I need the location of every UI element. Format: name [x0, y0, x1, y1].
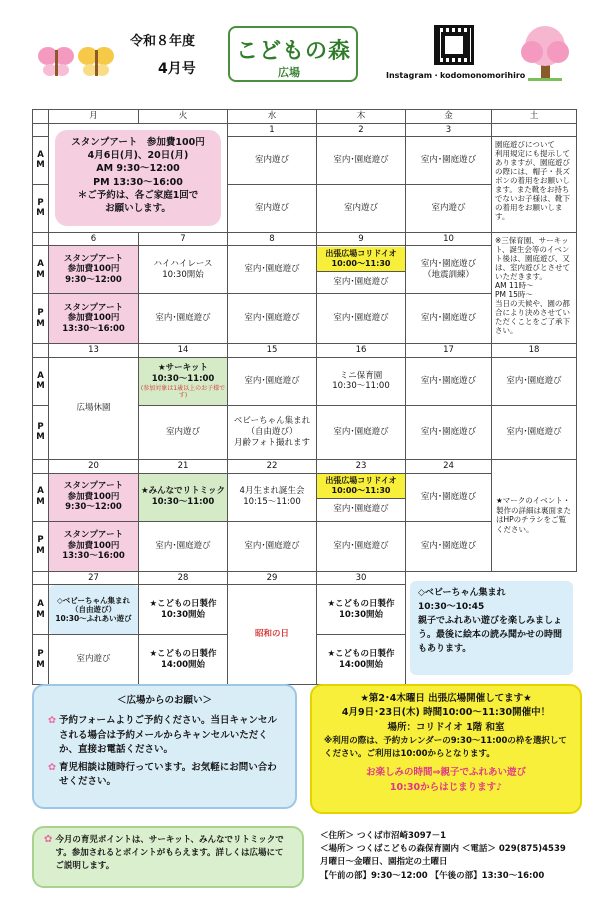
instagram-icon	[441, 32, 467, 58]
event-cell: 室内･園庭遊び	[317, 405, 406, 459]
tree-illustration	[516, 22, 574, 82]
baby-gathering: ベビーちゃん集まれ （自由遊び） 月齢フォト撮れます	[228, 405, 317, 459]
crawling-race: ハイハイレース 10:30開始	[139, 246, 228, 294]
notice-box	[32, 684, 297, 809]
dow-wed: 水	[228, 110, 317, 124]
event-cell: 室内･園庭遊び	[406, 294, 492, 344]
address-block	[320, 830, 566, 883]
date-cell: 10	[406, 232, 492, 246]
dow-tue: 火	[139, 110, 228, 124]
event-cell: 室内遊び	[228, 184, 317, 232]
event-cell: 室内･園庭遊び	[139, 294, 228, 344]
flower-icon: ✿	[48, 762, 56, 773]
dow-sat: 土	[492, 110, 577, 124]
baby-gathering-info: ◇ベビーちゃん集まれ 10:30～10:45 親子でふれあい遊びを楽しみましょう。最後に絵本の読み聞かせの時間もあります。	[410, 581, 573, 675]
date-cell: 16	[317, 344, 406, 358]
event-cell: 室内･園庭遊び	[228, 521, 317, 571]
date-cell: 28	[139, 571, 228, 585]
date-cell: 17	[406, 344, 492, 358]
rhythmic-event: ★みんなでリトミック 10:30～11:00	[139, 473, 228, 521]
flower-icon: ✿	[44, 834, 53, 845]
date-cell: 22	[228, 459, 317, 473]
pm-label: P M	[33, 184, 49, 232]
event-cell: 室内遊び	[317, 184, 406, 232]
event-cell: 室内･園庭遊び	[333, 276, 389, 287]
date-cell: 29	[228, 571, 317, 585]
childrens-day-craft: ★こどもの日製作 14:00開始	[139, 635, 228, 685]
event-cell: 室内･園庭遊び	[139, 521, 228, 571]
baby-gathering-am: ◇ベビーちゃん集まれ （自由遊び） 10:30～ふれあい遊び	[49, 585, 139, 635]
event-cell: 室内遊び	[228, 137, 317, 184]
circuit-eligibility: (参加対象は1歳以上のお子様です)	[140, 384, 226, 399]
dow-mon: 月	[49, 110, 139, 124]
event-cell: 室内･園庭遊び	[406, 405, 492, 459]
circuit-event: ★サーキット 10:30～11:00	[151, 363, 215, 384]
birthday-party: 4月生まれ誕生会 10:15～11:00	[228, 473, 317, 521]
date-cell: 24	[406, 459, 492, 473]
date-cell: 2	[317, 123, 406, 137]
star-mark-note: ★マークのイベント・製作の詳細は裏面またはHPのチラシをご覧ください。	[492, 459, 577, 571]
event-cell: 室内遊び	[49, 635, 139, 685]
childrens-day-craft: ★こどもの日製作 10:30開始	[139, 585, 228, 635]
closed-day: 広場休園	[49, 357, 139, 459]
childrens-day-craft: ★こどもの日製作 14:00開始	[317, 635, 406, 685]
date-cell: 27	[49, 571, 139, 585]
showa-day-holiday: 昭和の日	[228, 585, 317, 685]
outreach-line-5: お楽しみの時間⇒親子でふれあい遊び	[366, 767, 526, 779]
pm-label: P M	[33, 635, 49, 685]
outreach-box	[310, 684, 582, 814]
date-cell: 18	[492, 344, 577, 358]
date-cell: 1	[228, 123, 317, 137]
dow-thu: 木	[317, 110, 406, 124]
event-cell: 室内･園庭遊び	[406, 521, 492, 571]
date-cell: 30	[317, 571, 406, 585]
outreach-line-2: 4月9日･23日(木) 時間10:00～11:30開催中！	[341, 707, 551, 719]
am-label: A M	[33, 585, 49, 635]
stamp-art-pm: スタンプアート 参加費100円 13:30～16:00	[49, 521, 139, 571]
date-cell: 9	[317, 232, 406, 246]
stamp-art-am: スタンプアート 参加費100円 9:30～12:00	[49, 473, 139, 521]
pm-label: P M	[33, 521, 49, 571]
event-cell: 室内遊び	[139, 405, 228, 459]
childrens-day-craft: ★こどもの日製作 10:30開始	[317, 585, 406, 635]
flower-icon: ✿	[48, 715, 56, 727]
event-cell: 室内･園庭遊び	[228, 357, 317, 405]
date-cell: 6	[49, 232, 139, 246]
event-cell: 室内･園庭遊び	[333, 504, 389, 515]
outreach-line-3: 場所：コリドイオ 1階 和室	[387, 721, 505, 733]
pm-label: P M	[33, 294, 49, 344]
butterfly-illustration	[36, 40, 116, 80]
event-cell: 室内･園庭遊び	[317, 294, 406, 344]
event-cell: 室内･園庭遊び	[406, 473, 492, 521]
event-cell: 室内･園庭遊び	[492, 405, 577, 459]
date-cell: 13	[49, 344, 139, 358]
event-cell: 室内遊び	[406, 184, 492, 232]
date-cell: 21	[139, 459, 228, 473]
address-line-2: ＜場所＞ つくばこどもの森保育園内 ＜電話＞ 029(875)4539	[320, 844, 566, 855]
date-cell: 3	[406, 123, 492, 137]
event-after-note: ※三保育園、サーキット、誕生会等のイベント後は、園庭遊び、又は、室内遊びとさせていただきます。 AM 11時～ PM 15時～ 当日の天候や、園の都合により決めさせていただくことをご了承下さい。	[492, 232, 577, 344]
address-line-3: 月曜日～金曜日、園指定の土曜日	[320, 857, 448, 868]
dow-fri: 金	[406, 110, 492, 124]
event-cell: 室内･園庭遊び	[317, 137, 406, 184]
point-text: 今月の育児ポイントは、サーキット、みんなでリトミックです。参加されるとポイントがもらえます。詳しくは広場にてご説明します。	[55, 835, 284, 871]
date-cell: 23	[317, 459, 406, 473]
date-cell: 20	[49, 459, 139, 473]
earthquake-drill: 室内･園庭遊び （地震訓練）	[406, 246, 492, 294]
mini-nursery: ミニ保育園 10:30～11:00	[317, 357, 406, 405]
outreach-line-4: ※利用の際は、予約カレンダーの9:30～11:00の枠を選択してください。ご利用は10:00からとなります。	[324, 735, 567, 759]
am-label: A M	[33, 246, 49, 294]
notice-item-2: 育児相談は随時行っています。お気軽にお問い合わせください。	[58, 762, 277, 788]
pm-label: P M	[33, 405, 49, 459]
outreach-event: 出張広場コリドイオ 10:00～11:30	[317, 247, 405, 272]
stamp-art-info: スタンプアート 参加費100円 4月6日(月)、20日(月) AM 9:30～12:00 PM 13:30～16:00 ＊ご予約は、各ご家庭1回で お願いします。	[55, 130, 221, 226]
outreach-line-6: 10:30からはじまります♪	[389, 781, 503, 793]
outreach-line-1: ★第2･4木曜日 出張広場開催してます★	[360, 693, 532, 704]
date-cell: 15	[228, 344, 317, 358]
event-cell: 室内･園庭遊び	[317, 521, 406, 571]
month-issue: 4月号	[158, 61, 196, 77]
am-label: A M	[33, 473, 49, 521]
logo-subtitle: 広場	[278, 66, 300, 79]
logo-title: こどもの森	[236, 39, 352, 64]
am-label: A M	[33, 357, 49, 405]
date-cell: 8	[228, 232, 317, 246]
garden-play-note: 園庭遊びについて 利用規定にも提示してありますが、園庭遊びの際には、帽子・長ズボンの着用をお願いします。また靴をお持ちでないお子様は、靴下の着用をお願いします。	[492, 137, 577, 232]
point-box	[32, 826, 304, 888]
monthly-calendar	[32, 109, 577, 685]
stamp-art-am: スタンプアート 参加費100円 9:30～12:00	[49, 246, 139, 294]
notice-title: ＜広場からのお願い＞	[116, 695, 212, 706]
am-label: A M	[33, 137, 49, 184]
notice-item-1: 予約フォームよりご予約ください。当日キャンセルされる場合は予約メールからキャンセルいただくか、直接お電話ください。	[58, 715, 277, 755]
event-cell: 室内･園庭遊び	[228, 246, 317, 294]
era-year: 令和８年度	[130, 34, 196, 49]
date-cell: 7	[139, 232, 228, 246]
event-cell: 室内･園庭遊び	[492, 357, 577, 405]
date-cell: 14	[139, 344, 228, 358]
instagram-handle: Instagram・kodomonomorihiro	[386, 71, 526, 80]
stamp-art-pm: スタンプアート 参加費100円 13:30～16:00	[49, 294, 139, 344]
address-line-1: ＜住所＞ つくば市沼崎3097－1	[320, 831, 447, 841]
address-line-4: 【午前の部】9:30～12:00 【午後の部】13:30～16:00	[320, 870, 545, 881]
outreach-event: 出張広場コリドイオ 10:00～11:30	[317, 474, 405, 499]
event-cell: 室内･園庭遊び	[406, 137, 492, 184]
event-cell: 室内･園庭遊び	[228, 294, 317, 344]
event-cell: 室内･園庭遊び	[406, 357, 492, 405]
